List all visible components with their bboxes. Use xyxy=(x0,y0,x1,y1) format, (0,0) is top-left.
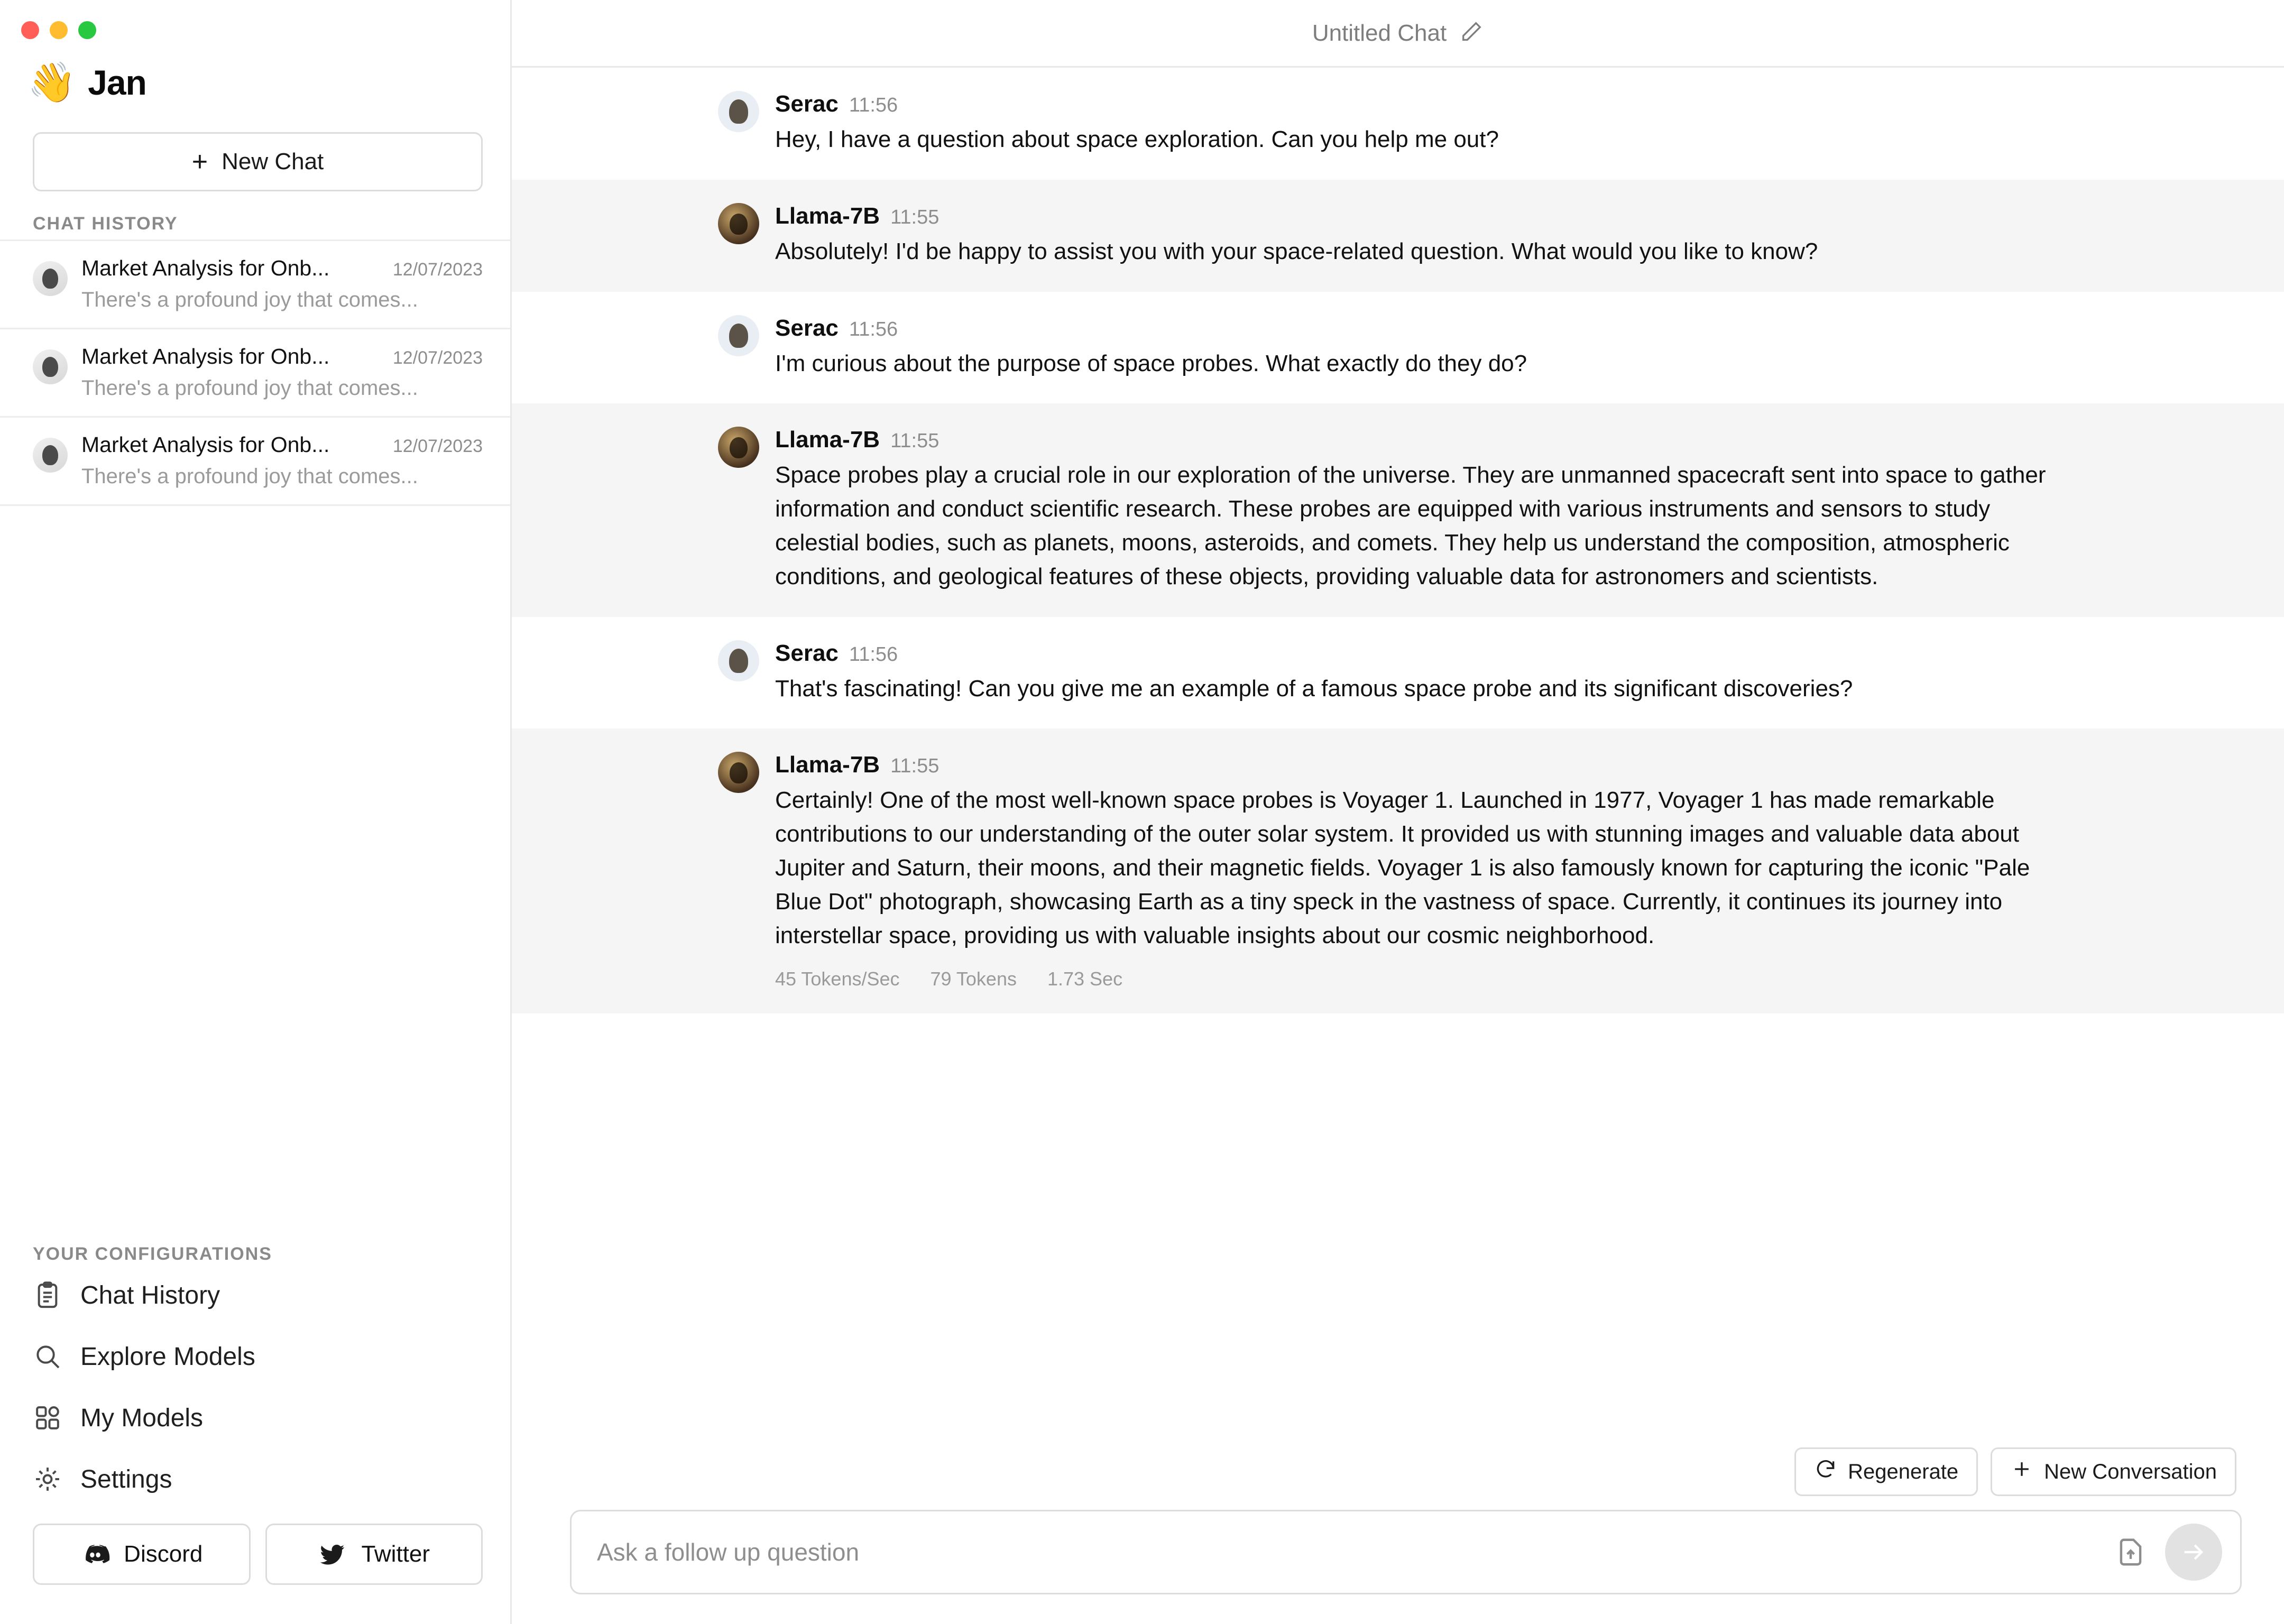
chat-input[interactable] xyxy=(597,1538,2112,1566)
gear-icon xyxy=(33,1464,62,1494)
sidebar-item-chat-history[interactable] xyxy=(0,1265,510,1326)
list-item[interactable] xyxy=(0,239,510,329)
duration: 1.73 Sec xyxy=(1047,968,1123,990)
message-author: Llama-7B xyxy=(775,752,880,778)
message-row xyxy=(512,617,2284,729)
composer-actions xyxy=(570,1447,2242,1496)
avatar xyxy=(33,438,68,473)
discord-button[interactable] xyxy=(33,1524,251,1585)
sidebar-item-label: Chat History xyxy=(80,1281,220,1309)
chat-history-section-label: CHAT HISTORY xyxy=(33,214,178,234)
history-title: Market Analysis for Onb... xyxy=(81,344,330,368)
window-traffic-lights xyxy=(0,0,510,39)
app-brand xyxy=(0,39,510,103)
history-date: 12/07/2023 xyxy=(392,348,483,368)
app-title: Jan xyxy=(88,63,146,102)
message-row xyxy=(512,180,2284,292)
message-row xyxy=(512,292,2284,404)
discord-label: Discord xyxy=(124,1541,203,1567)
sidebar-item-explore-models[interactable] xyxy=(0,1326,510,1387)
message-time: 11:56 xyxy=(849,643,898,666)
composer xyxy=(512,1447,2284,1624)
message-author: Llama-7B xyxy=(775,427,880,453)
search-icon xyxy=(33,1342,62,1371)
history-title: Market Analysis for Onb... xyxy=(81,432,330,457)
message-text: Absolutely! I'd be happy to assist you with your space-related question. What would you like to know? xyxy=(775,238,1818,264)
new-conversation-label: New Conversation xyxy=(2044,1460,2217,1483)
sidebar-item-my-models[interactable] xyxy=(0,1387,510,1448)
history-preview: There's a profound joy that comes... xyxy=(81,288,418,311)
configurations-label: YOUR CONFIGURATIONS xyxy=(33,1244,272,1264)
list-item[interactable] xyxy=(0,418,510,506)
message-author: Serac xyxy=(775,315,839,341)
message-time: 11:55 xyxy=(890,755,940,778)
message-text: Space probes play a crucial role in our exploration of the universe. They are unmanned spacecraft sent into space to gather information and conduct scientific research. These probes are equipped with various instruments and sensors to study celestial bodies, such as planets, moons, asteroids, and comets. They help us understand the composition, atmospheric conditions, and geological features of these objects, providing valuable data for astronomers and scientists. xyxy=(775,462,2046,589)
chat-history-list xyxy=(0,239,510,506)
sidebar-item-label: Settings xyxy=(80,1465,172,1493)
avatar xyxy=(718,427,759,468)
twitter-button[interactable] xyxy=(265,1524,483,1585)
social-links xyxy=(0,1510,510,1608)
avatar xyxy=(33,349,68,384)
minimize-window-button[interactable] xyxy=(50,21,68,39)
avatar xyxy=(718,91,759,132)
close-window-button[interactable] xyxy=(21,21,39,39)
regenerate-label: Regenerate xyxy=(1848,1460,1959,1483)
file-upload-icon[interactable] xyxy=(2112,1534,2149,1571)
regenerate-button[interactable] xyxy=(1794,1447,1978,1496)
chat-input-bar[interactable] xyxy=(570,1510,2242,1594)
configurations-section xyxy=(0,1244,510,1624)
message-text: That's fascinating! Can you give me an example of a famous space probe and its significant discoveries? xyxy=(775,675,1853,702)
message-time: 11:56 xyxy=(849,318,898,340)
sidebar-item-label: Explore Models xyxy=(80,1342,255,1371)
token-count: 79 Tokens xyxy=(930,968,1017,990)
twitter-label: Twitter xyxy=(361,1541,430,1567)
message-author: Llama-7B xyxy=(775,202,880,229)
new-chat-button[interactable] xyxy=(33,132,483,191)
message-row xyxy=(512,403,2284,616)
plus-icon xyxy=(2010,1457,2033,1486)
message-author: Serac xyxy=(775,640,839,666)
message-text: Certainly! One of the most well-known space probes is Voyager 1. Launched in 1977, Voyager 1 has made remarkable contributions to our understanding of the outer solar system. It provided us with stunning images and valuable data about Jupiter and Saturn, their moons, and their magnetic fields. Voyager 1 is also famously known for capturing the iconic "Pale Blue Dot" photograph, showcasing Earth as a tiny speck in the vastness of space. Currently, it continues its journey into interstellar space, providing us with valuable insights about our cosmic neighborhood. xyxy=(775,787,2030,948)
plus-icon: + xyxy=(191,146,208,177)
avatar xyxy=(33,261,68,296)
message-text: Hey, I have a question about space exploration. Can you help me out? xyxy=(775,126,1499,152)
message-stats xyxy=(775,968,2062,990)
chat-panel xyxy=(512,0,2284,1624)
message-time: 11:56 xyxy=(849,94,898,116)
message-text: I'm curious about the purpose of space probes. What exactly do they do? xyxy=(775,350,1527,376)
grid-icon xyxy=(33,1403,62,1433)
message-time: 11:55 xyxy=(890,206,940,228)
chat-topbar xyxy=(512,0,2284,68)
maximize-window-button[interactable] xyxy=(78,21,96,39)
sidebar-item-label: My Models xyxy=(80,1404,204,1432)
tokens-per-sec: 45 Tokens/Sec xyxy=(775,968,900,990)
new-conversation-button[interactable] xyxy=(1991,1447,2236,1496)
history-preview: There's a profound joy that comes... xyxy=(81,465,418,488)
message-thread xyxy=(512,68,2284,1447)
waving-hand-icon: 👋 xyxy=(27,60,77,104)
message-row xyxy=(512,728,2284,1013)
avatar xyxy=(718,752,759,793)
sidebar-item-settings[interactable] xyxy=(0,1448,510,1510)
message-row xyxy=(512,68,2284,180)
list-item[interactable] xyxy=(0,329,510,418)
new-chat-label: New Chat xyxy=(222,149,324,174)
message-time: 11:55 xyxy=(890,430,940,453)
refresh-icon xyxy=(1814,1457,1837,1486)
history-title: Market Analysis for Onb... xyxy=(81,256,330,280)
history-preview: There's a profound joy that comes... xyxy=(81,376,418,400)
history-date: 12/07/2023 xyxy=(392,260,483,280)
twitter-icon xyxy=(318,1539,347,1569)
discord-icon xyxy=(80,1539,110,1569)
avatar xyxy=(718,315,759,356)
clipboard-icon xyxy=(33,1280,62,1310)
history-date: 12/07/2023 xyxy=(392,436,483,456)
chat-title: Untitled Chat xyxy=(1312,20,1447,46)
send-button[interactable] xyxy=(2165,1524,2222,1581)
message-author: Serac xyxy=(775,91,839,117)
pencil-icon[interactable] xyxy=(1459,20,1484,47)
avatar xyxy=(718,640,759,681)
avatar xyxy=(718,203,759,244)
sidebar xyxy=(0,0,512,1624)
